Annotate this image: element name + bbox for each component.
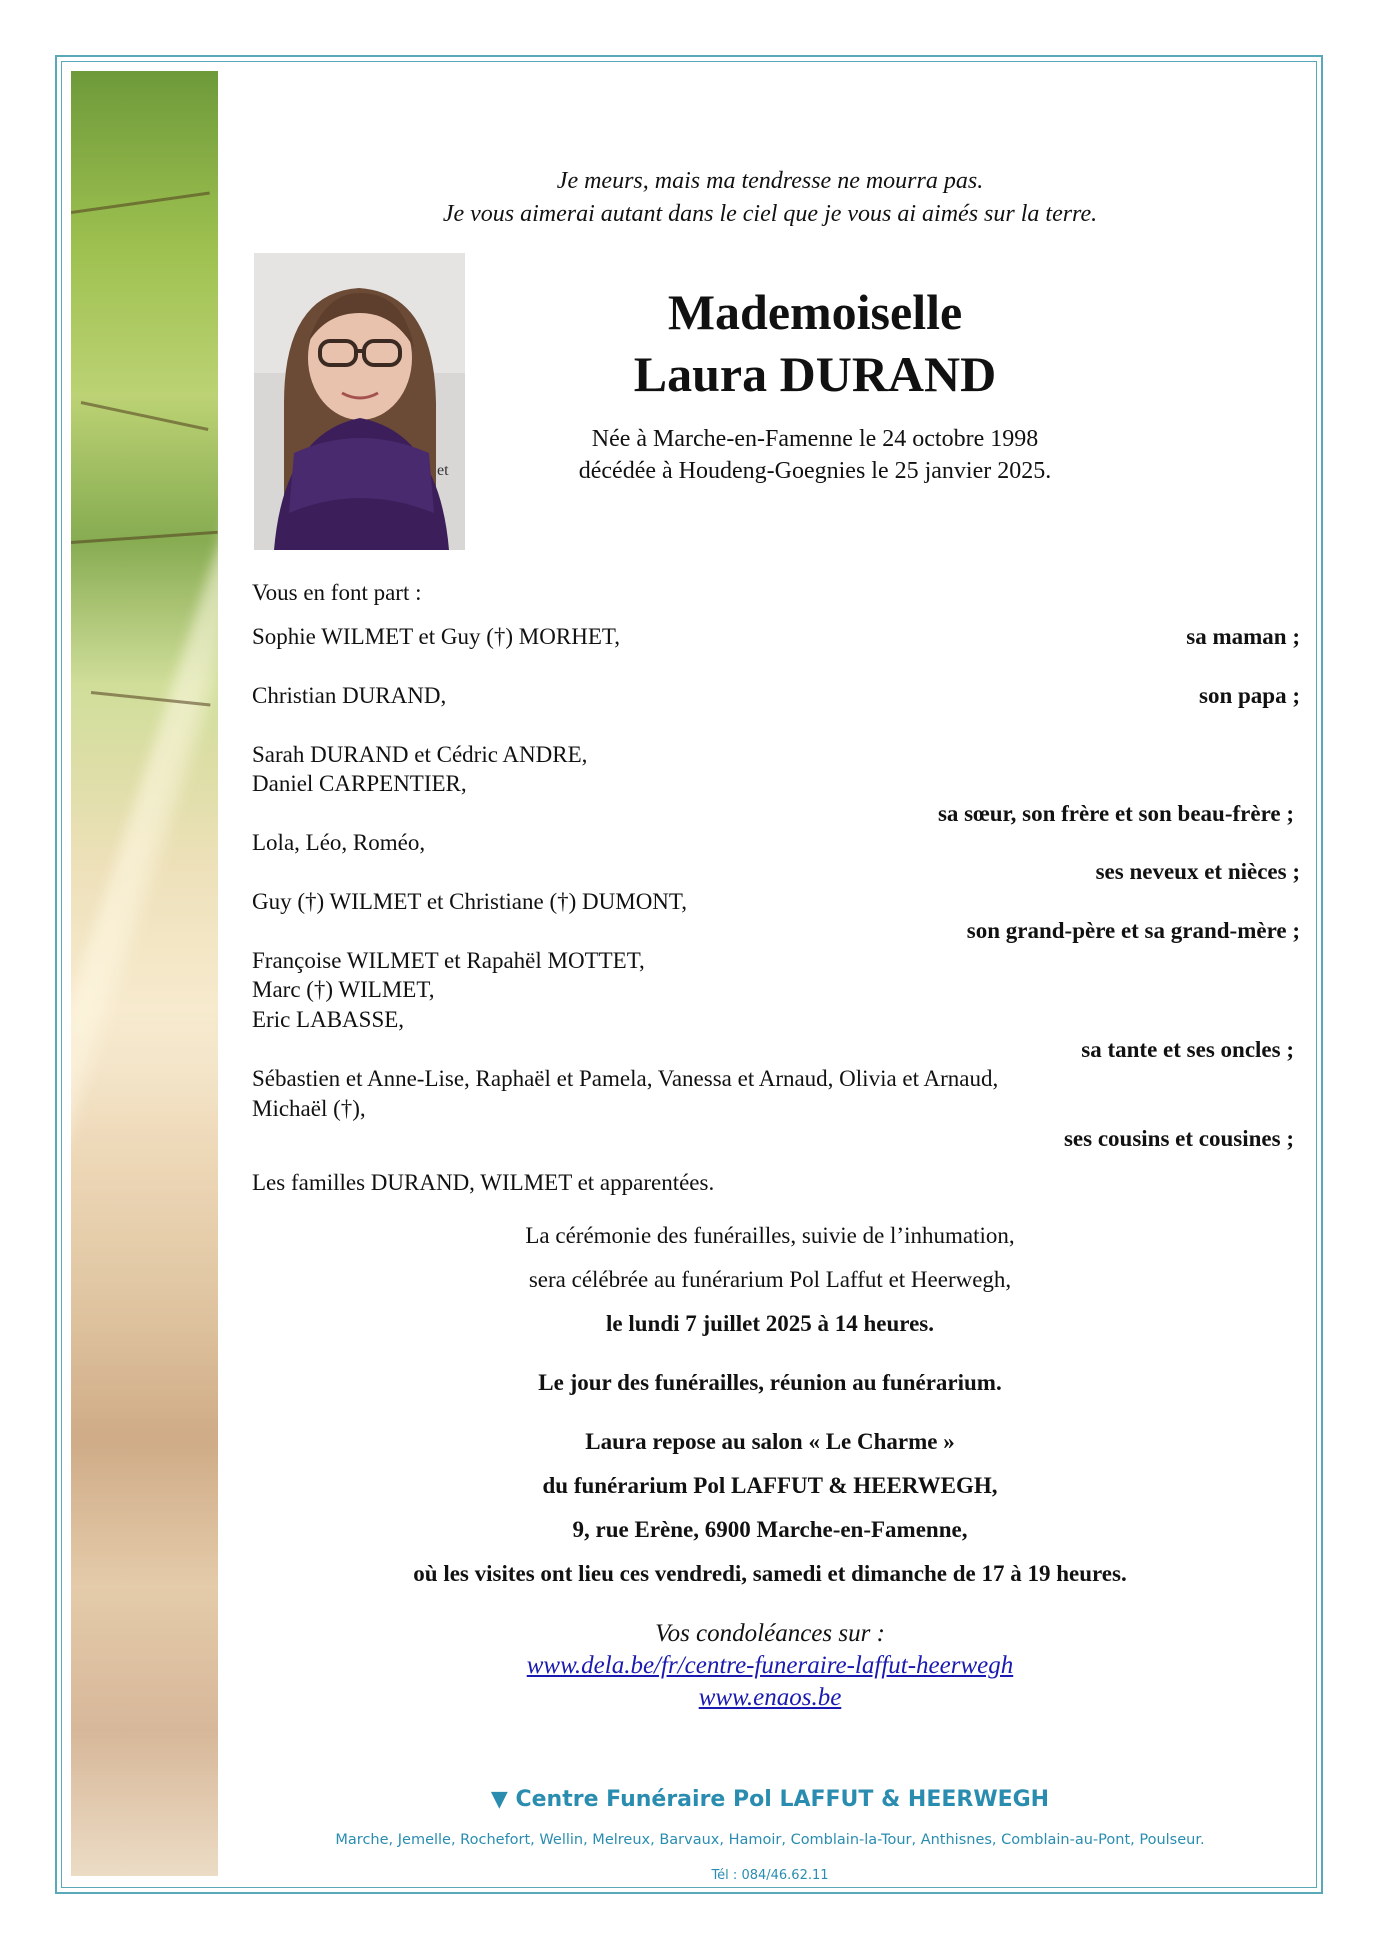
relation-label: sa sœur, son frère et son beau-frère ;: [937, 801, 1294, 826]
family-line: Guy (†) WILMET et Christiane (†) DUMONT,: [252, 889, 688, 914]
family-line: Françoise WILMET et Rapahël MOTTET,: [252, 948, 645, 973]
family-line: Christian DURAND,: [252, 683, 447, 708]
gathering-info: Le jour des funérailles, réunion au funérarium.: [538, 1370, 1002, 1395]
family-line: Michaël (†),: [252, 1096, 366, 1121]
family-line: Lola, Léo, Roméo,: [252, 830, 426, 855]
birth-death-info: [485, 423, 1145, 487]
funeral-home-towns: Marche, Jemelle, Rochefort, Wellin, Melreux, Barvaux, Hamoir, Comblain-la-Tour, Anthisnes, Comblain-au-Pont, Poulseur.: [335, 1832, 1205, 1848]
quote-line-2: Je vous aimerai autant dans le ciel que je vous ai aimés sur la terre.: [442, 201, 1098, 227]
viewing-info: Laura repose au salon « Le Charme »: [585, 1429, 955, 1454]
relation-label: son grand-père et sa grand-mère ;: [966, 918, 1300, 943]
birth-line: Née à Marche-en-Famenne le 24 octobre 1998: [591, 426, 1039, 452]
family-line: Marc (†) WILMET,: [252, 977, 435, 1002]
ceremony-date: le lundi 7 juillet 2025 à 14 heures.: [606, 1311, 934, 1336]
family-intro: Vous en font part :: [252, 580, 422, 605]
funeral-home-name: ▼ Centre Funéraire Pol LAFFUT & HEERWEGH: [490, 1787, 1050, 1812]
ceremony-line: La cérémonie des funérailles, suivie de l’inhumation,: [525, 1223, 1015, 1248]
viewing-info: du funérarium Pol LAFFUT & HEERWEGH,: [542, 1473, 998, 1498]
portrait-photo: [254, 253, 465, 550]
relation-label: sa maman ;: [1186, 624, 1300, 649]
relation-label: sa tante et ses oncles ;: [1081, 1037, 1294, 1062]
family-line: Sébastien et Anne-Lise, Raphaël et Pamela, Vanessa et Arnaud, Olivia et Arnaud,: [252, 1066, 999, 1091]
relation-label: ses cousins et cousines ;: [1063, 1126, 1294, 1151]
photo-caption-fragment: et: [437, 462, 449, 479]
condolences-label: Vos condoléances sur :: [655, 1620, 885, 1647]
ceremony-line: sera célébrée au funérarium Pol Laffut et Heerwegh,: [528, 1267, 1012, 1292]
forest-path-image: [71, 71, 218, 1876]
family-line: Daniel CARPENTIER,: [252, 771, 467, 796]
condolences-link[interactable]: www.dela.be/fr/centre-funeraire-laffut-heerwegh: [526, 1652, 1014, 1679]
deceased-name: Laura DURAND: [633, 346, 997, 402]
quote-line-1: Je meurs, mais ma tendresse ne mourra pas.: [556, 168, 984, 194]
family-line: Eric LABASSE,: [252, 1007, 405, 1032]
funeral-home-phone: Tél : 084/46.62.11: [711, 1868, 829, 1883]
relation-label: son papa ;: [1199, 683, 1300, 708]
family-line: Les familles DURAND, WILMET et apparentées.: [252, 1170, 715, 1195]
epitaph-quote: [240, 165, 1300, 231]
family-line: Sophie WILMET et Guy (†) MORHET,: [252, 624, 620, 649]
visiting-hours: où les visites ont lieu ces vendredi, samedi et dimanche de 17 à 19 heures.: [413, 1561, 1127, 1586]
title-salutation: Mademoiselle: [667, 284, 963, 340]
relation-label: ses neveux et nièces ;: [1095, 859, 1300, 884]
death-line: décédée à Houdeng-Goegnies le 25 janvier 2025.: [578, 458, 1052, 484]
family-line: Sarah DURAND et Cédric ANDRE,: [252, 742, 588, 767]
enaos-link[interactable]: www.enaos.be: [698, 1684, 842, 1711]
funeral-home-address: 9, rue Erène, 6900 Marche-en-Famenne,: [572, 1517, 968, 1542]
